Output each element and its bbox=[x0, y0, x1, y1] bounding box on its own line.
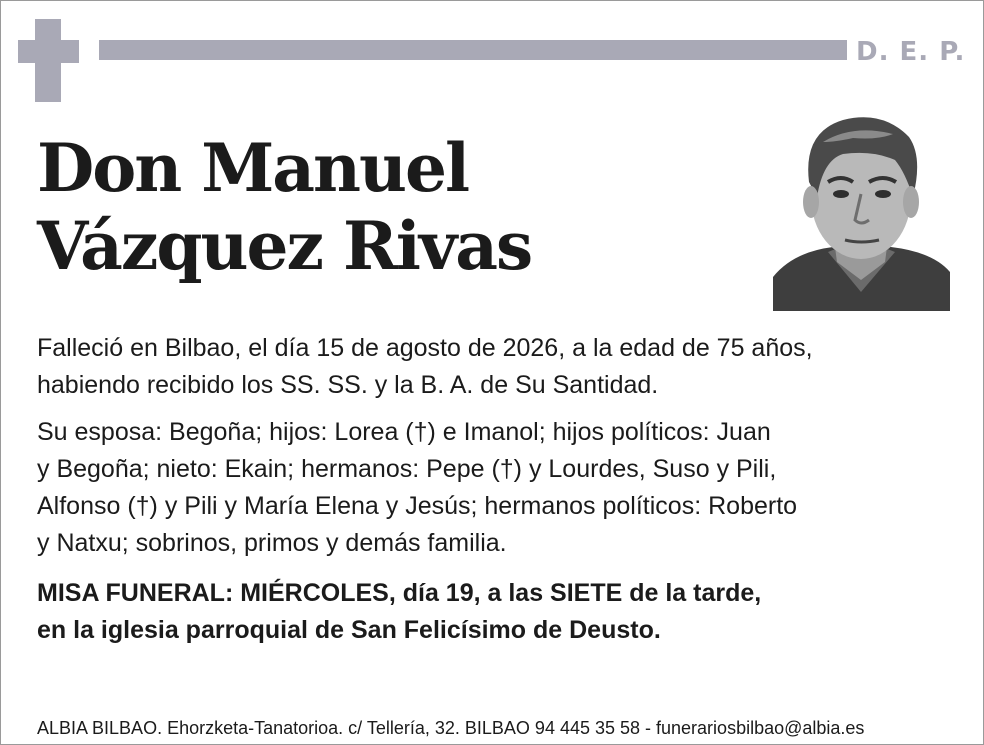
death-notice bbox=[37, 330, 937, 404]
portrait-photo bbox=[773, 102, 950, 311]
name-line-1: Don Manuel bbox=[37, 129, 469, 207]
death-notice-line: habiendo recibido los SS. SS. y la B. A. de Su Santidad. bbox=[37, 371, 659, 399]
funeral-home-footer: ALBIA BILBAO. Ehorzketa-Tanatorioa. c/ Tellería, 32. BILBAO 94 445 35 58 - funerariosbilbao@albia.es bbox=[37, 718, 865, 738]
family-line: Su esposa: Begoña; hijos: Lorea (†) e Imanol; hijos políticos: Juan bbox=[37, 418, 771, 446]
dep-label: D. E. P. bbox=[856, 37, 966, 67]
funeral-line: en la iglesia parroquial de San Felicísimo de Deusto. bbox=[37, 616, 661, 644]
death-notice-line: Falleció en Bilbao, el día 15 de agosto de 2026, a la edad de 75 años, bbox=[37, 334, 813, 362]
family-line: Alfonso (†) y Pili y María Elena y Jesús; hermanos políticos: Roberto bbox=[37, 492, 798, 520]
header-rule bbox=[99, 40, 847, 60]
funeral-line: MISA FUNERAL: MIÉRCOLES, día 19, a las SIETE de la tarde, bbox=[37, 579, 762, 607]
funeral-notice bbox=[37, 575, 937, 649]
family-list bbox=[37, 414, 937, 562]
name-line-2: Vázquez Rivas bbox=[37, 207, 532, 285]
family-line: y Natxu; sobrinos, primos y demás familia. bbox=[37, 529, 507, 557]
deceased-name bbox=[37, 129, 531, 285]
cross-icon-horizontal bbox=[18, 40, 79, 63]
family-line: y Begoña; nieto: Ekain; hermanos: Pepe (†) y Lourdes, Suso y Pili, bbox=[37, 455, 777, 483]
